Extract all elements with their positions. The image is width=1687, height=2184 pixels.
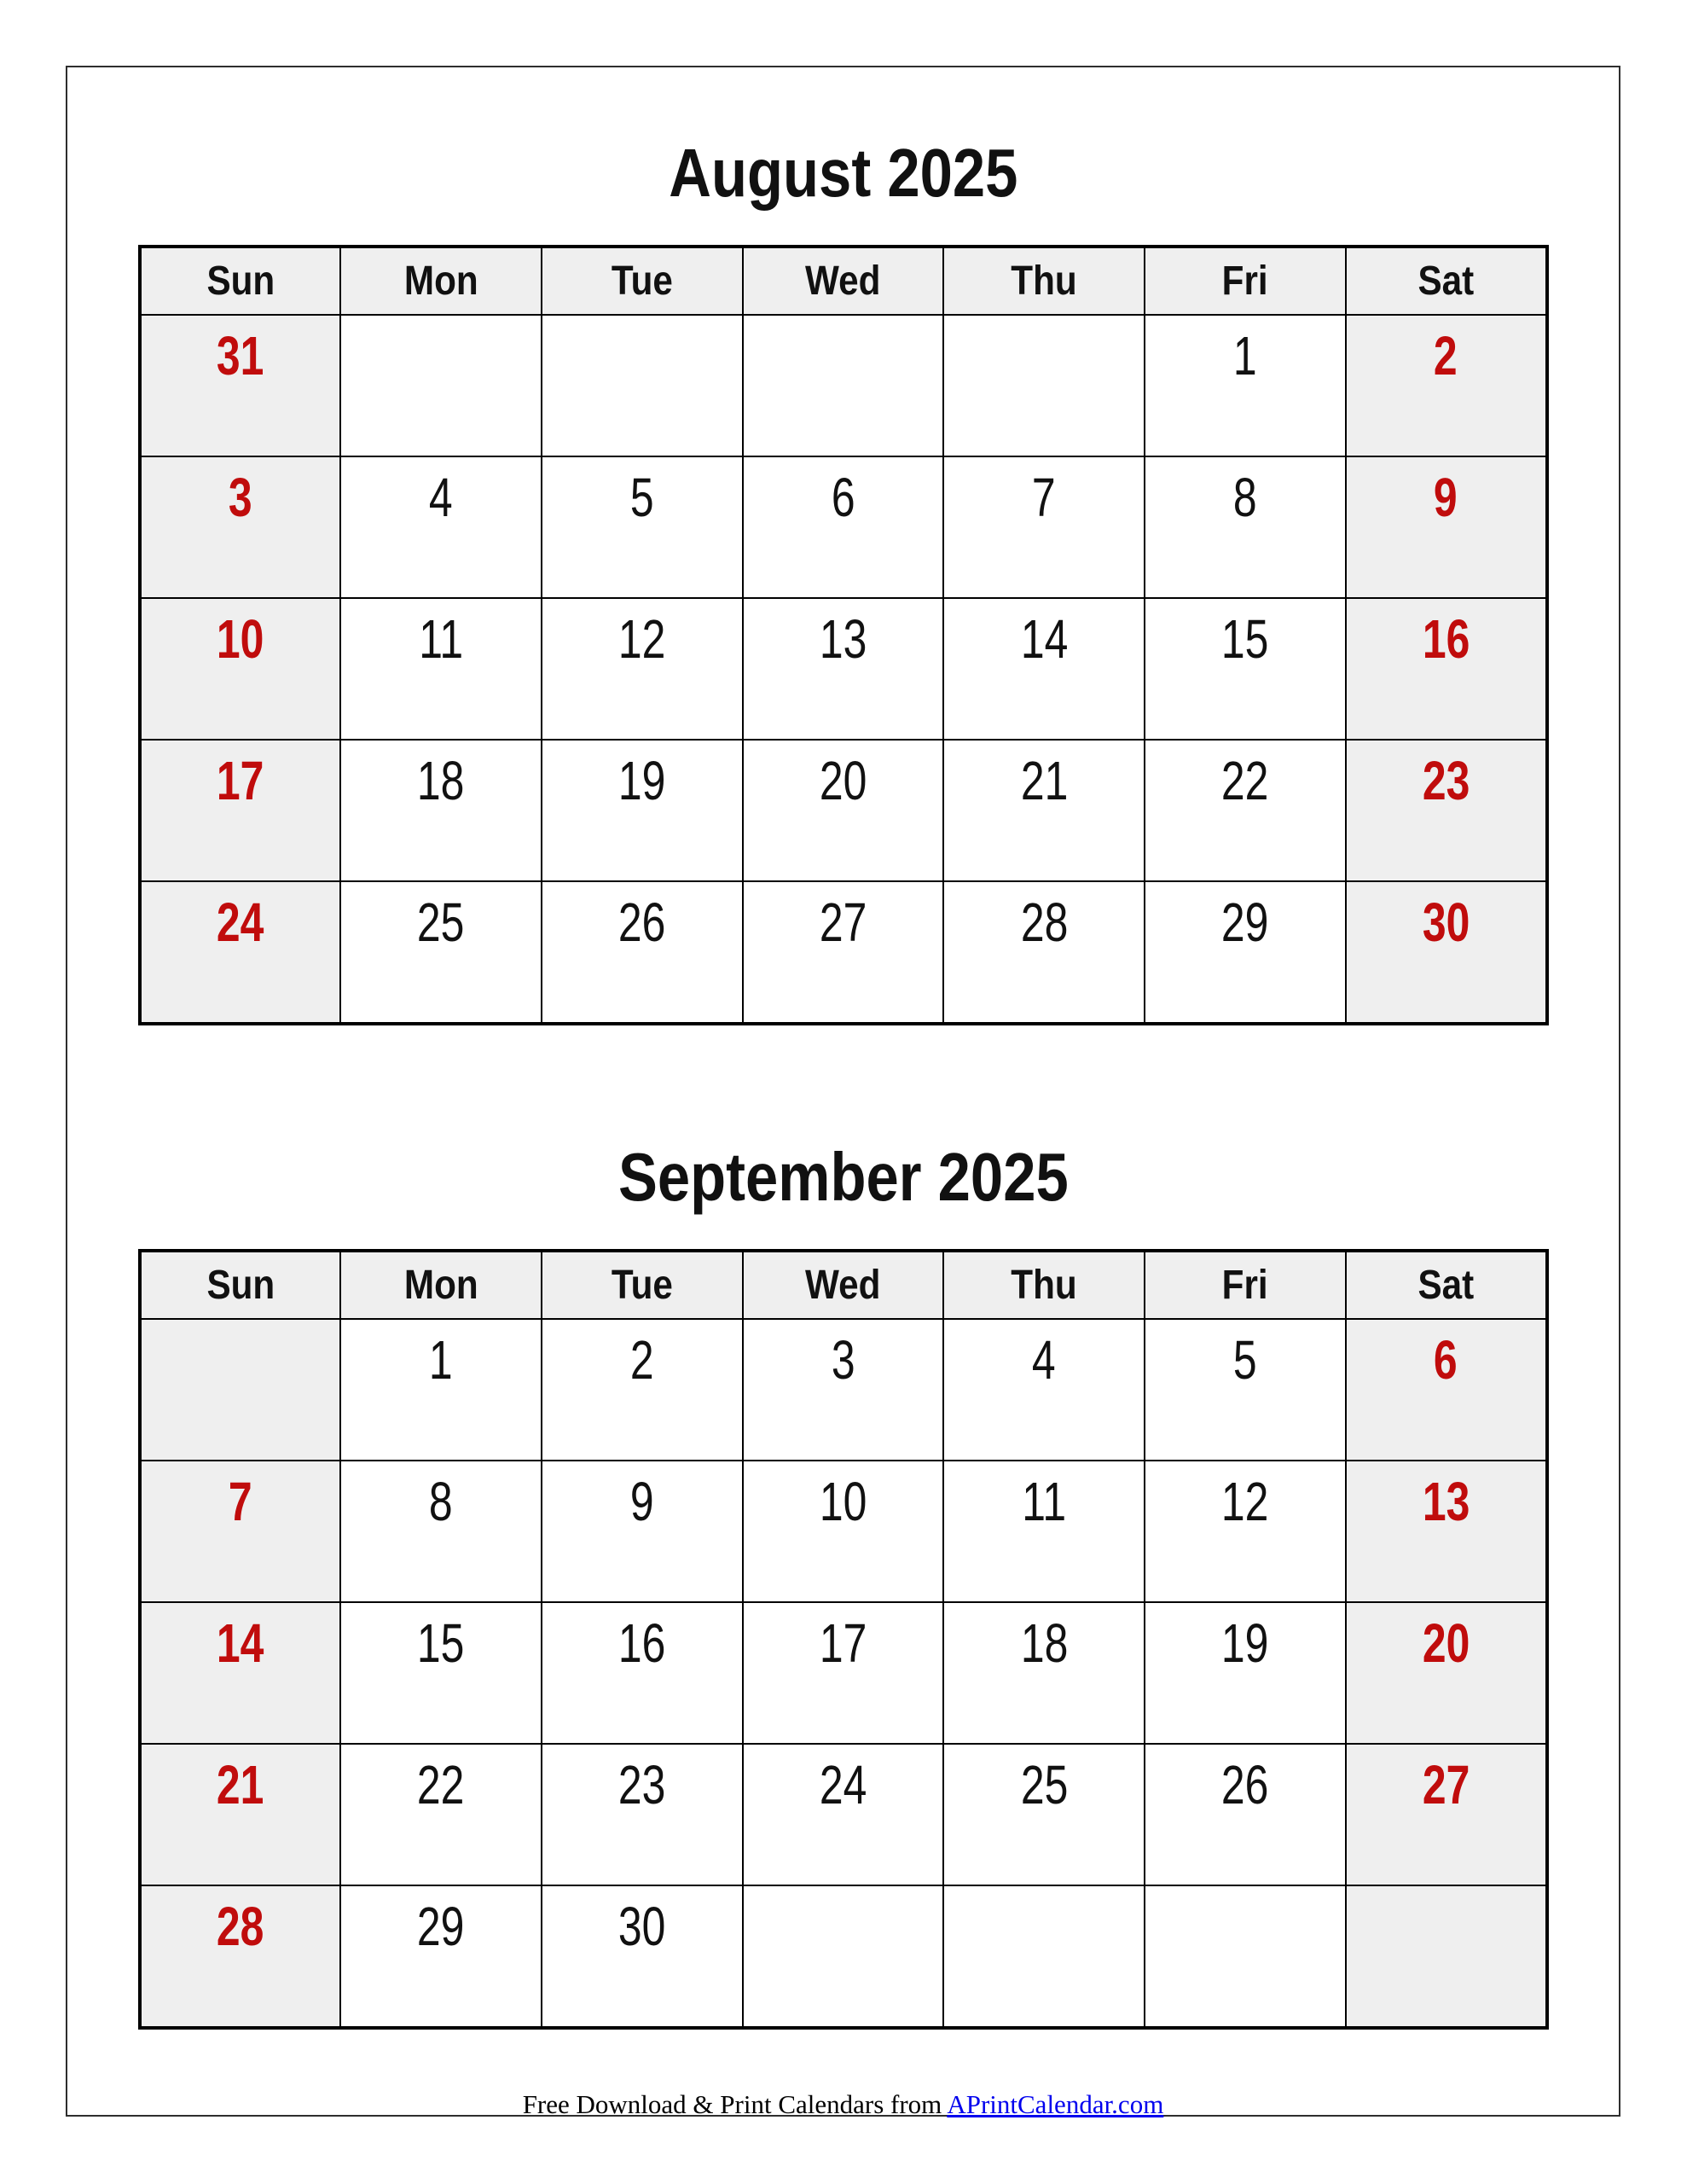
september-day-header-fri	[1145, 1251, 1346, 1319]
day-cell	[1145, 1744, 1346, 1885]
day-number: 7	[228, 1471, 252, 1532]
day-cell	[140, 1744, 341, 1885]
day-number: 19	[617, 750, 666, 811]
day-header-label: Mon	[403, 258, 478, 304]
day-cell	[340, 315, 542, 456]
day-cell	[1145, 315, 1346, 456]
day-cell	[743, 1602, 944, 1744]
day-number: 26	[617, 892, 666, 953]
day-cell	[743, 315, 944, 456]
day-cell	[1346, 456, 1547, 598]
august-week-row-4	[140, 740, 1547, 881]
day-cell	[943, 1461, 1145, 1602]
day-number: 9	[629, 1471, 654, 1532]
day-cell	[1346, 740, 1547, 881]
day-number: 8	[429, 1471, 453, 1532]
day-number: 19	[1221, 1612, 1269, 1674]
day-cell	[542, 1885, 743, 2028]
day-number: 1	[1232, 325, 1257, 386]
day-cell	[943, 1319, 1145, 1461]
day-cell	[340, 1602, 542, 1744]
day-number: 14	[1020, 608, 1068, 670]
day-cell	[1145, 1461, 1346, 1602]
day-cell	[1346, 315, 1547, 456]
month-title-august	[67, 134, 1619, 212]
day-cell	[1346, 1461, 1547, 1602]
day-cell	[943, 1885, 1145, 2028]
day-number: 27	[1422, 1754, 1470, 1815]
month-title-august-text: August 2025	[668, 135, 1018, 211]
day-number: 3	[831, 1329, 855, 1391]
day-number: 2	[1434, 325, 1458, 386]
day-number: 14	[217, 1612, 264, 1674]
day-number: 6	[831, 467, 855, 528]
day-cell	[340, 1461, 542, 1602]
september-day-header-tue	[542, 1251, 743, 1319]
day-number: 21	[1020, 750, 1068, 811]
day-cell	[140, 1885, 341, 2028]
day-cell	[1145, 740, 1346, 881]
page-border	[66, 66, 1620, 2117]
day-number: 6	[1434, 1329, 1458, 1391]
day-header-label: Sun	[206, 258, 275, 304]
august-day-header-sat	[1346, 247, 1547, 315]
september-weekday-header-row	[140, 1251, 1547, 1319]
day-header-label: Sat	[1417, 258, 1474, 304]
day-number: 22	[1221, 750, 1269, 811]
september-week-row-2	[140, 1461, 1547, 1602]
day-number: 24	[819, 1754, 867, 1815]
day-number: 12	[1221, 1471, 1269, 1532]
september-day-header-sun	[140, 1251, 341, 1319]
day-number: 9	[1434, 467, 1458, 528]
august-week-row-2	[140, 456, 1547, 598]
day-number: 15	[417, 1612, 465, 1674]
day-cell	[743, 1885, 944, 2028]
day-header-label: Tue	[611, 1263, 673, 1308]
day-cell	[1346, 598, 1547, 740]
day-cell	[340, 1744, 542, 1885]
day-cell	[340, 1885, 542, 2028]
day-cell	[140, 456, 341, 598]
day-header-label: Mon	[403, 1263, 478, 1308]
august-day-header-wed	[743, 247, 944, 315]
day-header-label: Wed	[805, 258, 881, 304]
day-number: 28	[1020, 892, 1068, 953]
september-day-header-wed	[743, 1251, 944, 1319]
august-day-header-tue	[542, 247, 743, 315]
september-day-header-thu	[943, 1251, 1145, 1319]
august-day-header-mon	[340, 247, 542, 315]
day-number: 30	[617, 1896, 666, 1957]
august-week-row-3	[140, 598, 1547, 740]
day-number: 5	[629, 467, 654, 528]
august-week-row-5	[140, 881, 1547, 1024]
day-number: 25	[417, 892, 465, 953]
august-weekday-header-row	[140, 247, 1547, 315]
day-header-label: Tue	[611, 258, 673, 304]
day-cell	[743, 1461, 944, 1602]
day-cell	[340, 598, 542, 740]
day-number: 18	[417, 750, 465, 811]
day-number: 17	[217, 750, 264, 811]
day-cell	[743, 740, 944, 881]
september-week-row-1	[140, 1319, 1547, 1461]
day-number: 5	[1232, 1329, 1257, 1391]
day-cell	[1346, 1319, 1547, 1461]
day-header-label: Thu	[1011, 1263, 1077, 1308]
footer-text: Free Download & Print Calendars from	[522, 2089, 948, 2119]
day-number: 10	[819, 1471, 867, 1532]
day-cell	[1346, 1602, 1547, 1744]
august-day-header-sun	[140, 247, 341, 315]
day-cell	[943, 1602, 1145, 1744]
day-cell	[1145, 1885, 1346, 2028]
day-cell	[1346, 881, 1547, 1024]
day-number: 1	[429, 1329, 453, 1391]
day-cell	[542, 740, 743, 881]
september-week-row-4	[140, 1744, 1547, 1885]
day-number: 28	[217, 1896, 264, 1957]
day-number: 22	[417, 1754, 465, 1815]
day-cell	[542, 1744, 743, 1885]
day-number: 3	[228, 467, 252, 528]
day-cell	[140, 598, 341, 740]
day-header-label: Sat	[1417, 1263, 1474, 1308]
day-number: 20	[819, 750, 867, 811]
day-cell	[1145, 598, 1346, 740]
day-cell	[542, 881, 743, 1024]
day-cell	[1346, 1885, 1547, 2028]
footer-link[interactable]: APrintCalendar.com	[947, 2089, 1164, 2119]
day-header-label: Thu	[1011, 258, 1077, 304]
day-cell	[743, 881, 944, 1024]
day-cell	[340, 740, 542, 881]
day-cell	[542, 598, 743, 740]
day-number: 31	[217, 325, 264, 386]
day-number: 24	[217, 892, 264, 953]
day-number: 20	[1422, 1612, 1470, 1674]
day-number: 8	[1232, 467, 1257, 528]
day-cell	[943, 881, 1145, 1024]
august-week-row-1	[140, 315, 1547, 456]
footer	[67, 2089, 1619, 2120]
day-cell	[1145, 881, 1346, 1024]
day-cell	[542, 1319, 743, 1461]
day-number: 11	[419, 608, 463, 670]
september-day-header-sat	[1346, 1251, 1547, 1319]
day-cell	[943, 598, 1145, 740]
day-cell	[340, 1319, 542, 1461]
august-calendar-table	[138, 245, 1549, 1025]
day-number: 10	[217, 608, 264, 670]
day-cell	[943, 315, 1145, 456]
day-number: 27	[819, 892, 867, 953]
day-number: 23	[1422, 750, 1470, 811]
september-calendar-table	[138, 1249, 1549, 2030]
day-number: 17	[819, 1612, 867, 1674]
day-cell	[743, 1319, 944, 1461]
day-header-label: Wed	[805, 1263, 881, 1308]
day-number: 13	[1422, 1471, 1470, 1532]
august-day-header-thu	[943, 247, 1145, 315]
day-number: 15	[1221, 608, 1269, 670]
day-number: 30	[1422, 892, 1470, 953]
day-number: 2	[629, 1329, 654, 1391]
month-title-september-text: September 2025	[617, 1139, 1069, 1215]
day-number: 25	[1020, 1754, 1068, 1815]
day-cell	[943, 1744, 1145, 1885]
day-cell	[340, 881, 542, 1024]
day-number: 29	[1221, 892, 1269, 953]
day-cell	[743, 598, 944, 740]
day-number: 18	[1020, 1612, 1068, 1674]
day-cell	[140, 1461, 341, 1602]
day-cell	[943, 456, 1145, 598]
day-header-label: Fri	[1221, 258, 1268, 304]
day-cell	[140, 315, 341, 456]
day-number: 4	[1032, 1329, 1057, 1391]
day-cell	[1145, 456, 1346, 598]
day-cell	[542, 1602, 743, 1744]
day-cell	[542, 315, 743, 456]
september-week-row-5	[140, 1885, 1547, 2028]
day-header-label: Fri	[1221, 1263, 1268, 1308]
day-cell	[340, 456, 542, 598]
day-number: 13	[819, 608, 867, 670]
day-cell	[743, 1744, 944, 1885]
day-cell	[1346, 1744, 1547, 1885]
day-cell	[1145, 1602, 1346, 1744]
day-cell	[1145, 1319, 1346, 1461]
day-number: 23	[617, 1754, 666, 1815]
day-cell	[140, 881, 341, 1024]
month-title-september	[67, 1138, 1619, 1217]
day-number: 12	[617, 608, 666, 670]
september-week-row-3	[140, 1602, 1547, 1744]
day-cell	[140, 1319, 341, 1461]
day-number: 7	[1032, 467, 1057, 528]
day-number: 26	[1221, 1754, 1269, 1815]
day-number: 11	[1022, 1471, 1067, 1532]
day-number: 4	[429, 467, 453, 528]
september-day-header-mon	[340, 1251, 542, 1319]
day-cell	[140, 740, 341, 881]
day-cell	[943, 740, 1145, 881]
day-cell	[140, 1602, 341, 1744]
day-number: 16	[1422, 608, 1470, 670]
day-header-label: Sun	[206, 1263, 275, 1308]
day-number: 16	[617, 1612, 666, 1674]
day-cell	[542, 456, 743, 598]
day-number: 29	[417, 1896, 465, 1957]
august-day-header-fri	[1145, 247, 1346, 315]
day-cell	[743, 456, 944, 598]
day-number: 21	[217, 1754, 264, 1815]
day-cell	[542, 1461, 743, 1602]
